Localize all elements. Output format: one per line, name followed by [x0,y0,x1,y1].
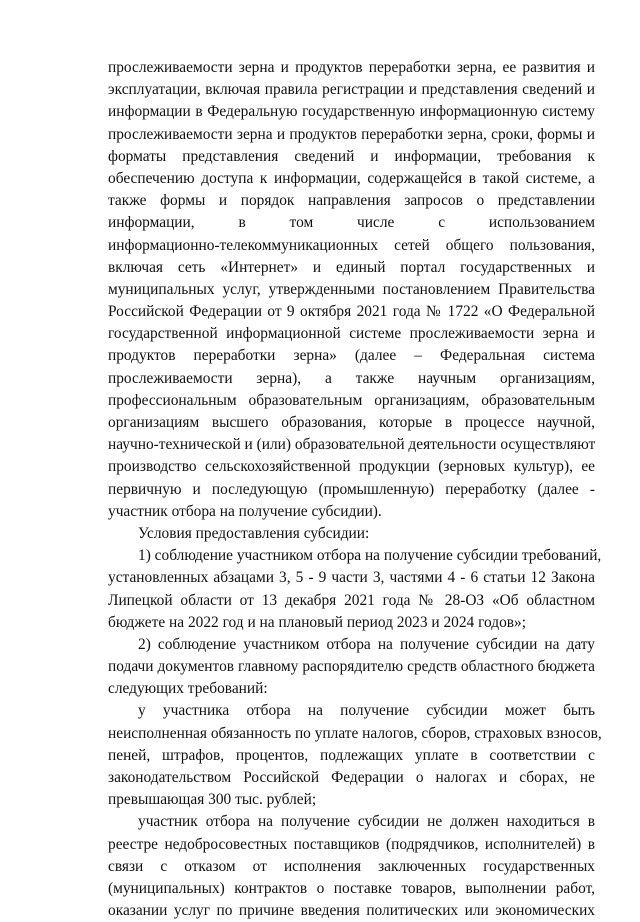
text-line: государственной информационной системе прослеживаемости зерна и [108,325,595,343]
text-line: Условия предоставления субсидии: [138,524,370,542]
text-line: реестре недобросовестных поставщиков (подрядчиков, исполнителей) в [108,835,595,853]
text-line: включая сеть «Интернет» и единый портал государственных и [108,258,595,276]
text-line: 1) соблюдение участником отбора на получение субсидии требований, [138,547,602,565]
text-line: у участника отбора на получение субсидии может быть [138,702,595,720]
text-line: прослеживаемости зерна и продуктов переработки зерна, сроки, формы и [108,125,595,143]
text-line: Липецкой области от 13 декабря 2021 года № 28-ОЗ «Об областном [108,591,595,609]
text-line: профессиональным образовательным организациям, образовательным [108,391,595,409]
text-line: производство сельскохозяйственной продукции (зерновых культур), ее [108,458,595,476]
text-line: организациям высшего образования, которые в процессе научной, [108,414,595,431]
text-line: связи с отказом от исполнения заключенных государственных [108,857,595,875]
text-line: продуктов переработки зерна» (далее – Федеральная система [108,347,595,365]
text-line: также формы и порядок направления запросов о представлении [108,192,595,210]
text-line: оказании услуг по причине введения политических или экономических [108,902,595,920]
text-line: научно-технической и (или) образовательной деятельности осуществляют [108,436,596,454]
text-line: установленных абзацами 3, 5 - 9 части 3, частями 4 - 6 статьи 12 Закона [108,569,595,587]
text-line: превышающая 300 тыс. рублей; [108,791,317,809]
text-line: информации, в том числе с использованием [108,214,595,232]
text-line: Российской Федерации от 9 октября 2021 года № 1722 «О Федеральной [108,303,595,321]
text-line: обеспечению доступа к информации, содержащейся в такой системе, а [108,169,595,187]
text-line: муниципальных услуг, утвержденными постановлением Правительства [108,280,595,298]
text-line: участник отбора на получение субсидии не должен находиться в [138,813,595,831]
document-body [108,57,602,922]
text-line: бюджете на 2022 год и на плановый период 2023 и 2024 годов»; [108,613,527,631]
text-line: прослеживаемости зерна и продуктов переработки зерна, ее развития и [108,59,595,76]
text-line: участник отбора на получение субсидии). [108,502,382,520]
text-line: (муниципальных) контрактов о поставке товаров, выполнении работ, [108,879,595,897]
text-line: первичную и последующую (промышленную) переработку (далее - [108,480,595,498]
text-line: законодательством Российской Федерации о налогах и сборах, не [108,769,595,786]
text-line: эксплуатации, включая правила регистрации и представления сведений и [108,81,595,99]
text-line: подачи документов главному распорядителю средств областного бюджета [108,658,595,676]
text-line: информации в Федеральную государственную информационную систему [108,103,595,121]
text-line: 2) соблюдение участником отбора на получение субсидии на дату [138,635,595,653]
text-line: информационно-телекоммуникационных сетей общего пользования, [108,236,595,254]
text-line: пеней, штрафов, процентов, подлежащих уплате в соответствии с [108,746,595,764]
text-line: форматы представления сведений и информации, требования к [108,147,595,165]
text-line: прослеживаемости зерна), а также научным организациям, [108,369,595,387]
text-line: неисполненная обязанность по уплате налогов, сборов, страховых взносов, [108,724,602,742]
text-line: следующих требований: [108,680,268,698]
